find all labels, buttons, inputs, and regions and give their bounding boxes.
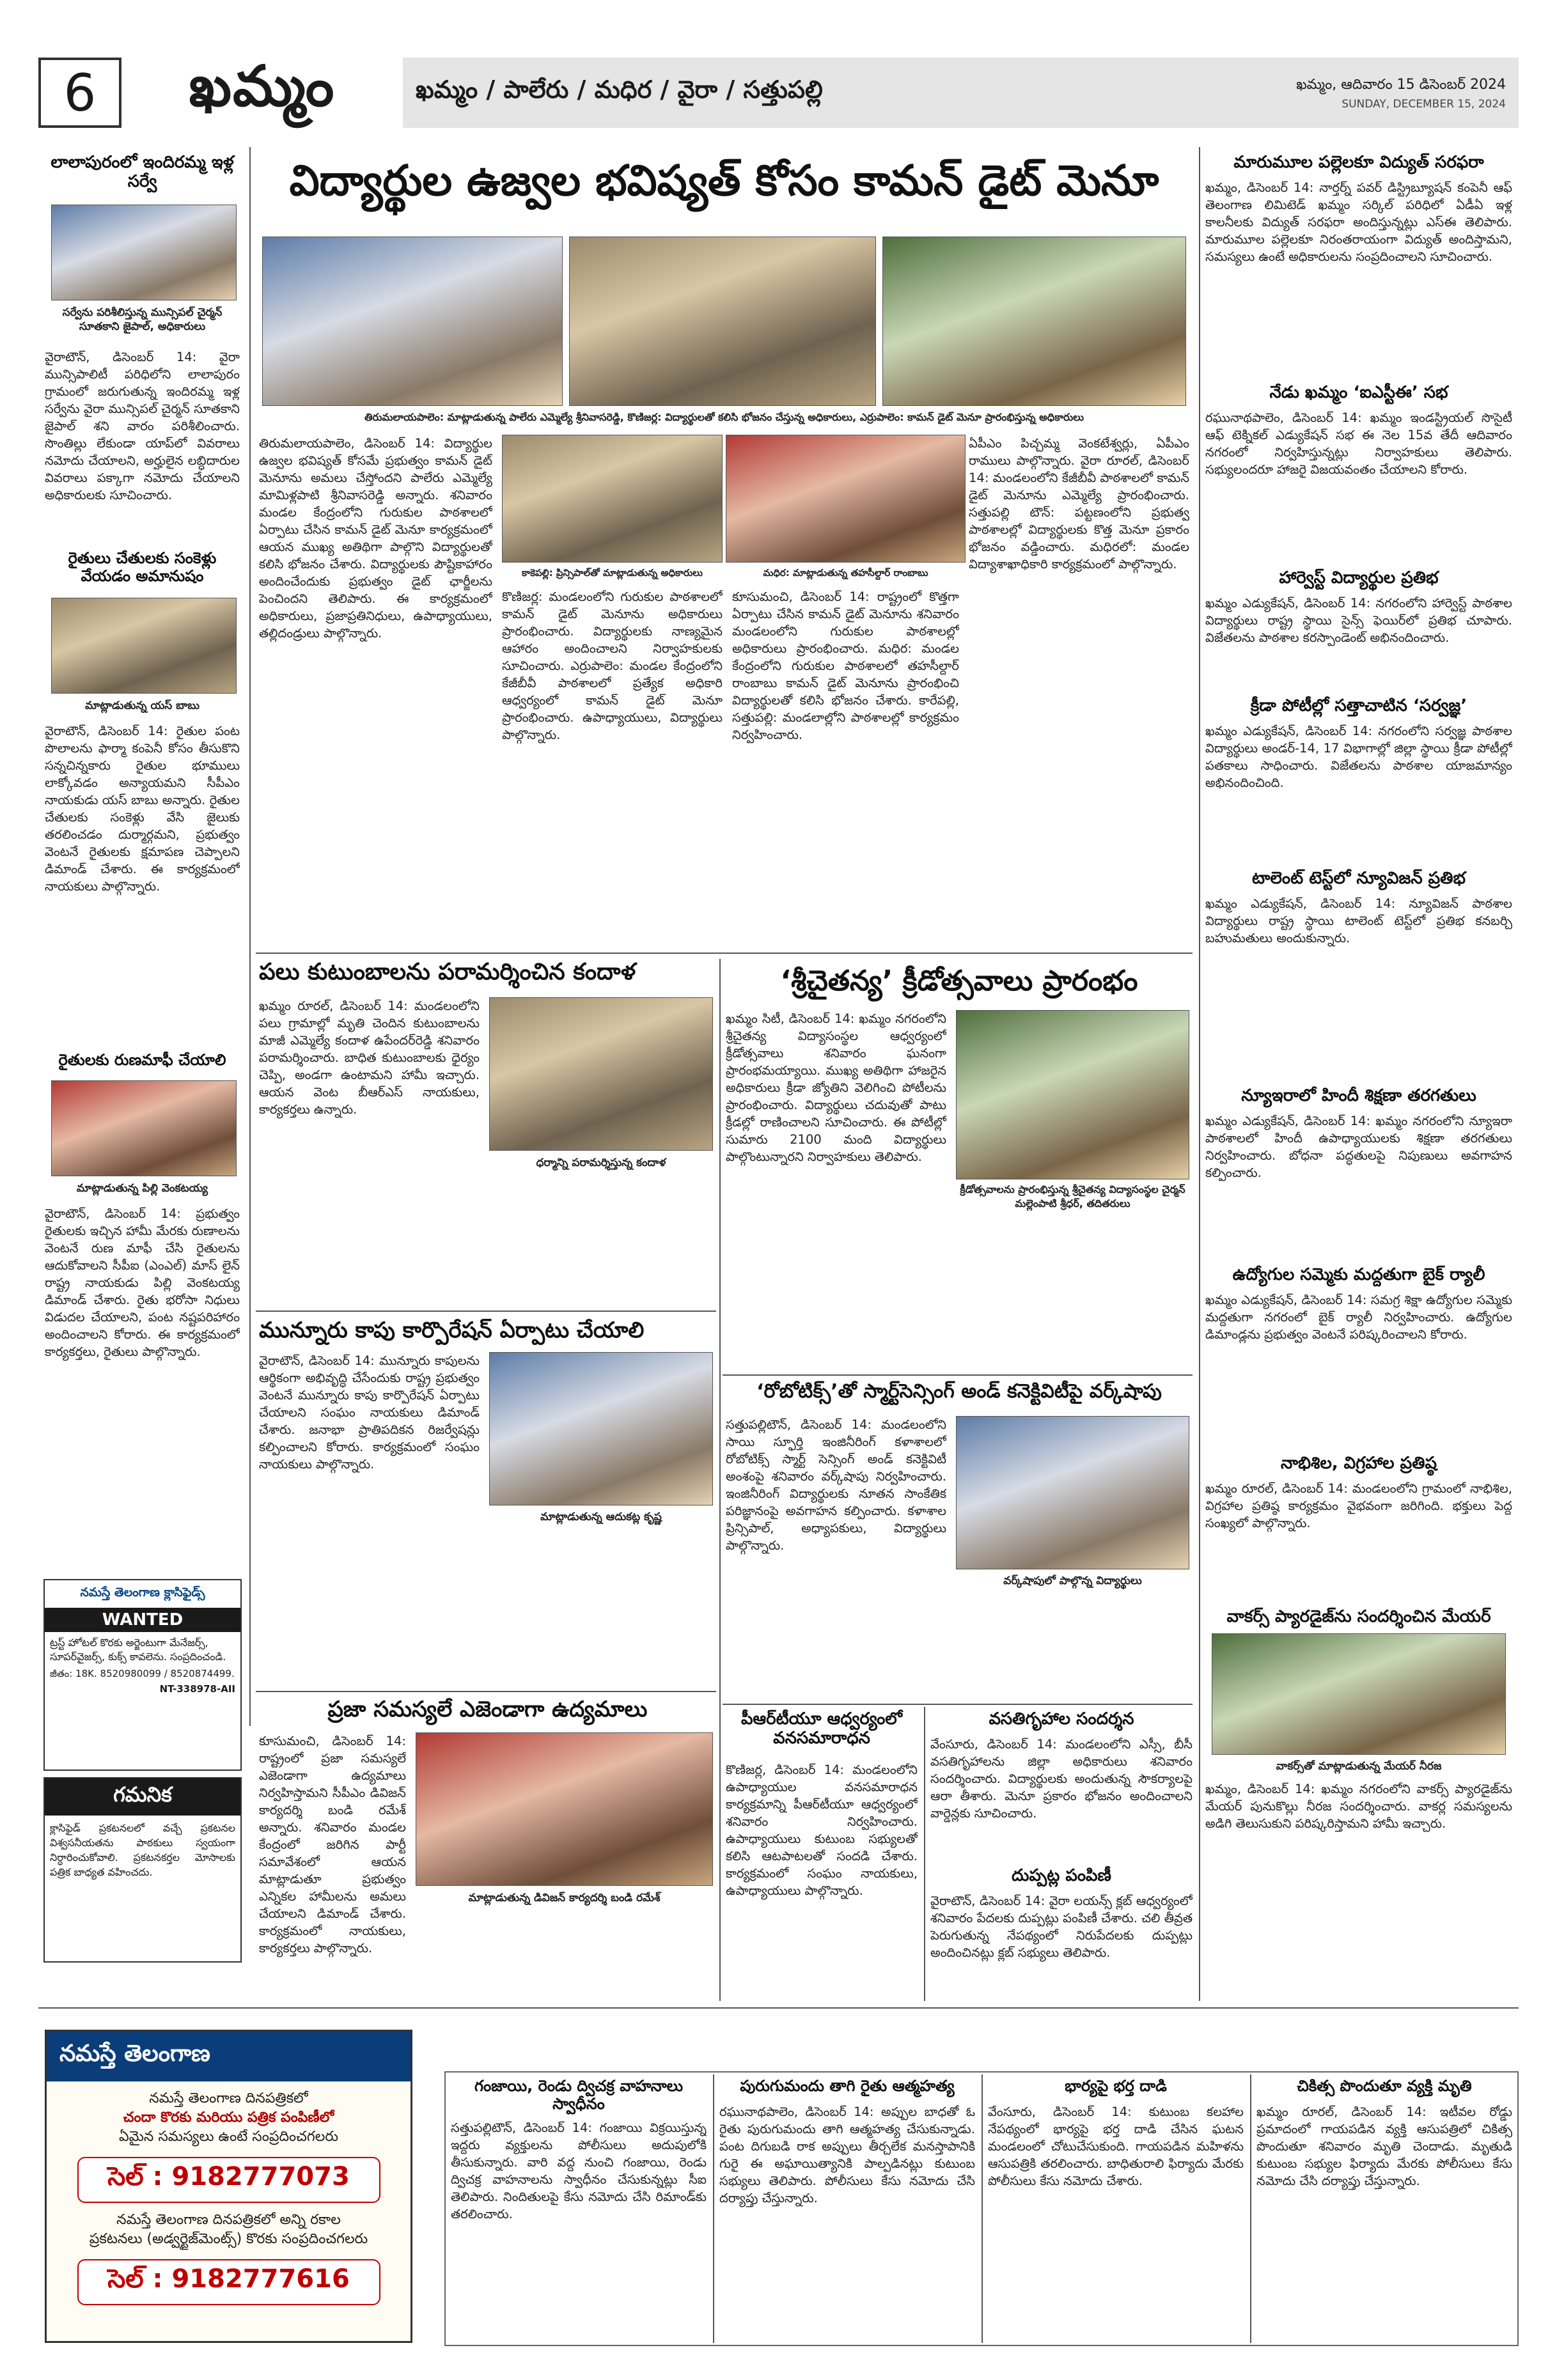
story-body: వేంసూరు, డిసెంబర్ 14: మండలంలోని ఎస్సీ, బీసీ వసతిగృహాలను జిల్లా అధికారులు శనివారం సందర్శించారు. విద్యార్థులకు అందుతున్న సౌకర్యాలపై ఆరా తీశారు. మెనూ ప్రకారం భోజనం అందించాలని వార్డెన్లకు సూచించారు.	[930, 1737, 1193, 1821]
ad-phone[interactable]: సెల్ : 9182777073	[77, 2157, 380, 2203]
story-headline: హార్వెస్ట్ విద్యార్థుల ప్రతిభ	[1279, 568, 1439, 587]
classified-contact: జీతం: 18K. 8520980099 / 8520874499.	[50, 1668, 235, 1679]
story-headline: ప్రజా సమస్యలే ఎజెండాగా ఉద్యమాలు	[327, 1697, 648, 1722]
column-divider	[249, 147, 251, 1726]
ad-line: చందా కొరకు మరియు పత్రిక పంపిణీలో	[123, 2110, 334, 2126]
news-photo	[569, 237, 876, 406]
news-photo	[51, 598, 237, 694]
ad-line: ఏమైన సమస్యలు ఉంటే సంప్రదించగలరు	[119, 2129, 338, 2145]
ad-line: నమస్తే తెలంగాణ దినపత్రికలో	[149, 2090, 308, 2106]
story-body: ఖమ్మం, డిసెంబర్ 14: ఖమ్మం నగరంలోని వాకర్స్ ప్యారడైజ్‌ను మేయర్ పునుకొల్లు నీరజ సందర్శించారు. వాకర్ల సమస్యలను అడిగి తెలుసుకుని పరిష్కరిస్తామని హామీ ఇచ్చారు.	[1205, 1782, 1512, 1831]
ad-brand: నమస్తే తెలంగాణ	[47, 2032, 411, 2081]
photo-caption: కాకెపల్లి: ప్రిన్సిపాల్‌తో మాట్లాడుతున్న అధికారులు	[522, 567, 703, 579]
news-photo	[262, 237, 563, 406]
classified-code: NT-338978-AII	[159, 1683, 235, 1695]
news-photo	[51, 205, 237, 300]
classified-brand: నమస్తే తెలంగాణ క్లాసిఫైడ్స్	[80, 1585, 205, 1599]
story-headline: మారుమూల పల్లెలకూ విద్యుత్ సరఫరా	[1233, 153, 1484, 172]
story-headline: రైతులకు రుణమాఫీ చేయాలి	[58, 1051, 226, 1069]
story-headline: పలు కుటుంబాలను పరామర్శించిన కందాళ	[259, 959, 636, 985]
story-body: వైరాటౌన్, డిసెంబర్ 14: వైరా లయన్స్ క్లబ్ ఆధ్వర్యంలో శనివారం పేదలకు దుప్పట్లు పంపిణీ చేశారు. చలి తీవ్రత పెరుగుతున్న నేపథ్యంలో నిరుపేదలకు దుప్పట్లు అందించినట్లు క్లబ్ సభ్యులు తెలిపారు.	[930, 1894, 1193, 1960]
story-headline: టాలెంట్ టెస్ట్‌లో న్యూవిజన్ ప్రతిభ	[1252, 869, 1466, 888]
column-divider	[713, 2074, 714, 2343]
story-body: రఘునాథపాలెం, డిసెంబర్ 14: అప్పుల బాధతో ఓ రైతు పురుగుమందు తాగి ఆత్మహత్య చేసుకున్నాడు. పంట దిగుబడి రాక అప్పులు తీర్చలేక మనస్తాపానికి గురై ఈ అఘాయిత్యానికి పాల్పడినట్లు కుటుంబ సభ్యులు తెలిపారు. పోలీసులు కేసు నమోదు చేసి దర్యాప్తు చేస్తున్నారు.	[719, 2104, 975, 2205]
section-divider	[256, 1691, 716, 1692]
ad-line: నమస్తే తెలంగాణ దినపత్రికలో అన్ని రకాల	[116, 2212, 341, 2228]
news-photo	[489, 1352, 713, 1505]
column-divider	[1199, 147, 1200, 2001]
dateline	[1148, 75, 1506, 114]
section-divider	[723, 1704, 1193, 1705]
story-body: ఖమ్మం ఎడ్యుకేషన్, డిసెంబర్ 14: నగరంలోని హార్వెస్ట్ పాఠశాల విద్యార్థులు రాష్ట్ర స్థాయి సైన్స్ ఫెయిర్‌లో ప్రతిభ చూపారు. విజేతలను పాఠశాల కరస్పాండెంట్ అభినందించారు.	[1205, 596, 1512, 645]
story-body: వేంసూరు, డిసెంబర్ 14: కుటుంబ కలహాల నేపథ్యంలో భార్యపై భర్త దాడి చేసిన ఘటన మండలంలో చోటుచేసుకుంది. గాయపడిన మహిళను ఆసుపత్రికి తరలించారు. బాధితురాలి ఫిర్యాదు మేరకు పోలీసులు కేసు నమోదు చేశారు.	[988, 2104, 1244, 2188]
section-divider	[38, 2007, 1519, 2009]
section-divider	[256, 953, 1193, 954]
story-body: కొణిజర్ల, డిసెంబర్ 14: మండలంలోని ఉపాధ్యాయుల వనసమారాధన కార్యక్రమాన్ని పీఆర్‌టీయూ ఆధ్వర్యంలో శనివారం నిర్వహించారు. ఉపాధ్యాయులు కుటుంబ సభ్యులతో కలిసి ఆటపాటలతో సందడి చేశారు. కార్యక్రమంలో సంఘం నాయకులు, ఉపాధ్యాయులు పాల్గొన్నారు.	[726, 1762, 918, 1898]
photo-caption: మాట్లాడుతున్న యస్ బాబు	[84, 699, 200, 712]
column-divider	[1250, 2074, 1251, 2343]
story-body: వైరాటౌన్, డిసెంబర్ 14: వైరా మున్సిపాలిటీ పరిధిలోని లాలాపురం గ్రామంలో జరుగుతున్న ఇందిరమ్మ ఇళ్ల సర్వేను వైరా మున్సిపల్ చైర్మన్ సూతకాని జైపాల్ శని వారం పరిశీలించారు. సొంతిల్లు లేకుండా యాప్‌లో వివరాలు నమోదు చేయాలని, అర్హులైన లబ్ధిదారుల వివరాలు పక్కాగా నమోదు చేయాలని అధికారులకు సూచించారు.	[45, 350, 240, 502]
news-photo	[726, 435, 966, 563]
story-headline: పురుగుమందు తాగి రైతు ఆత్మహత్య	[740, 2077, 955, 2095]
story-body: ఖమ్మం ఎడ్యుకేషన్, డిసెంబర్ 14: న్యూవిజన్ పాఠశాల విద్యార్థులు రాష్ట్ర స్థాయి టాలెంట్ టెస్ట్‌లో ప్రతిభ కనబర్చి బహుమతులు అందుకున్నారు.	[1205, 896, 1512, 945]
column-divider	[924, 1707, 925, 2001]
story-body: సత్తుపల్లిటౌన్, డిసెంబర్ 14: మండలంలోని సాయి స్ఫూర్తి ఇంజినీరింగ్ కళాశాలలో రోబోటిక్స్ స్మార్ట్ సెన్సింగ్ అండ్ కనెక్టివిటీ అంశంపై శనివారం వర్క్‌షాపు నిర్వహించారు. ఇంజినీరింగ్ విద్యార్థులకు నూతన సాంకేతిక పరిజ్ఞానంపై అవగాహన కల్పించారు. కళాశాల ప్రిన్సిపాల్, అధ్యాపకులు, విద్యార్థులు పాల్గొన్నారు.	[726, 1417, 946, 1553]
news-photo	[956, 1010, 1189, 1179]
story-body: వైరాటౌన్, డిసెంబర్ 14: రైతుల పంట పొలాలను ఫార్మా కంపెనీ కోసం తీసుకొని సన్నచిన్నకారు రైతుల భూములు లాక్కోవడం అన్యాయమని సీపీఎం నాయకుడు యస్ బాబు అన్నారు. రైతుల చేతులకు సంకెళ్లు వేసి జైలుకు తరలించడం దుర్మార్గమని, ప్రభుత్వం వెంటనే రైతులకు క్షమాపణ చెప్పాలని డిమాండ్ చేశారు. ఈ కార్యక్రమంలో నాయకులు పాల్గొన్నారు.	[45, 724, 240, 894]
story-body: రఘునాథపాలెం, డిసెంబర్ 14: ఖమ్మం ఇండస్ట్రియల్ సొసైటీ ఆఫ్ టెక్నికల్ ఎడ్యుకేషన్ సభ ఈ నెల 15వ తేదీ ఆదివారం నగరంలో నిర్వహిస్తున్నట్లు నిర్వాహకులు తెలిపారు. సభ్యులందరూ హాజరై విజయవంతం చేయాలని కోరారు.	[1205, 410, 1512, 477]
news-photo	[51, 1080, 237, 1176]
photo-caption: మధిర: మాట్లాడుతున్న తహసీల్దార్ రాంబాబు	[763, 567, 928, 579]
story-headline: ‘శ్రీచైతన్య’ క్రీడోత్సవాలు ప్రారంభం	[780, 965, 1138, 997]
classified-text: ట్రస్ట్ హోటల్ కొరకు అర్జెంటుగా మేనేజర్స్, సూపర్‌వైజర్స్, కుక్స్ కావలెను. సంప్రదించండి.	[50, 1637, 226, 1663]
story-headline: క్రీడా పోటీల్లో సత్తాచాటిన ‘సర్వజ్ఞ’	[1250, 696, 1467, 715]
photo-caption: ధర్మాన్ని పరామర్శిస్తున్న కందాళ	[536, 1156, 666, 1169]
date-telugu: ఖమ్మం, ఆదివారం 15 డిసెంబర్ 2024	[1296, 77, 1506, 93]
story-headline: వాకర్స్ ప్యారడైజ్‌ను సందర్శించిన మేయర్	[1226, 1607, 1491, 1626]
photo-caption: మాట్లాడుతున్న డివిజన్ కార్యదర్శి బండి రమేశ్	[468, 1892, 661, 1904]
section-divider	[723, 1374, 1193, 1376]
story-headline: పీఆర్‌టీయూ ఆధ్వర్యంలో వనసమారాధన	[740, 1709, 903, 1748]
story-headline: రైతులు చేతులకు సంకెళ్లు వేయడం అమానుషం	[68, 549, 217, 585]
page-number: 6	[38, 58, 121, 128]
story-headline: భార్యపై భర్త దాడి	[1065, 2077, 1167, 2095]
story-body: కొణిజర్ల: మండలంలోని గురుకుల పాఠశాలలో కామన్ డైట్ మెనూను అధికారులు ప్రారంభించారు. విద్యార్థులకు నాణ్యమైన ఆహారం అందించాలని నిర్వాహకులకు సూచించారు. ఎర్రుపాలెం: మండల కేంద్రంలోని కేజీబీవీ పాఠశాలలో ప్రత్యేక అధికారి ఆధ్వర్యంలో కామన్ డైట్ మెనూ ప్రారంభించారు. ఉపాధ్యాయులు, విద్యార్థులు పాల్గొన్నారు.	[502, 589, 723, 742]
story-body: కూసుమంచి, డిసెంబర్ 14: రాష్ట్రంలో కొత్తగా ఏర్పాటు చేసిన కామన్ డైట్ మెనూను శనివారం మండలంలోని గురుకుల పాఠశాలల్లో అధికారులు ప్రారంభించారు. మధిర: మండల కేంద్రంలోని గురుకుల పాఠశాలలో తహసీల్దార్ రాంబాబు కామన్ డైట్ మెనూను ప్రారంభించి విద్యార్థులతో కలిసి భోజనం చేశారు. కారేపల్లి, సత్తుపల్లి: మండలాల్లోని పాఠశాలల్లో కార్యక్రమం నిర్వహించారు.	[732, 589, 959, 742]
story-body: సత్తుపల్లిటౌన్, డిసెంబర్ 14: గంజాయి విక్రయిస్తున్న ఇద్దరు వ్యక్తులను పోలీసులు అదుపులోకి తీసుకున్నారు. వారి వద్ద నుంచి గంజాయి, రెండు ద్విచక్ర వాహనాలను స్వాధీనం చేసుకున్నట్లు సీఐ తెలిపారు. నిందితులపై కేసు నమోదు చేసి రిమాండ్‌కు తరలించారు.	[451, 2120, 707, 2221]
story-headline: లాలాపురంలో ఇందిరమ్మ ఇళ్ల సర్వే	[51, 153, 234, 191]
news-photo	[502, 435, 723, 563]
main-headline: విద్యార్థుల ఉజ్వల భవిష్యత్ కోసం కామన్ డైట్ మెనూ	[289, 156, 1159, 205]
notice-box	[43, 1777, 242, 1963]
story-body: వైరాటౌన్, డిసెంబర్ 14: ప్రభుత్వం రైతులకు ఇచ్చిన హామీ మేరకు రుణాలను వెంటనే రుణ మాఫీ చేసి రైతులను ఆదుకోవాలని సీపీఐ (ఎంఎల్) మాస్ లైన్ రాష్ట్ర నాయకుడు పిల్లి వెంకటయ్య డిమాండ్ చేశారు. రైతు భరోసా నిధులు విడుదల చేయాలని, పంట నష్టపరిహారం అందించాలని కోరారు. ఈ కార్యక్రమంలో కార్యకర్తలు, రైతులు పాల్గొన్నారు.	[45, 1206, 240, 1359]
news-photo	[882, 237, 1186, 406]
story-body: ఖమ్మం రూరల్, డిసెంబర్ 14: ఇటీవల రోడ్డు ప్రమాదంలో గాయపడిన వ్యక్తి ఆసుపత్రిలో చికిత్స పొందుతూ శనివారం మృతి చెందాడు. మృతుడి కుటుంబ సభ్యుల ఫిర్యాదు మేరకు పోలీసులు కేసు నమోదు చేసి దర్యాప్తు చేస్తున్నారు.	[1256, 2104, 1512, 2188]
story-body: ఖమ్మం రూరల్, డిసెంబర్ 14: మండలంలోని గ్రామంలో నాభిశిల, విగ్రహాల ప్రతిష్ఠ కార్యక్రమం వైభవంగా జరిగింది. భక్తులు పెద్ద సంఖ్యలో పాల్గొన్నారు.	[1205, 1481, 1512, 1530]
notice-heading: గమనిక	[45, 1778, 240, 1816]
column-divider	[982, 2074, 983, 2343]
story-body: ఖమ్మం సిటీ, డిసెంబర్ 14: ఖమ్మం నగరంలోని శ్రీచైతన్య విద్యాసంస్థల ఆధ్వర్యంలో క్రీడోత్సవాలు శనివారం ఘనంగా ప్రారంభమయ్యాయి. ముఖ్య అతిథిగా హాజరైన అధికారులు క్రీడా జ్యోతిని వెలిగించి పోటీలను ప్రారంభించారు. విద్యార్థులు చదువుతో పాటు క్రీడల్లో రాణించాలని సూచించారు. ఈ పోటీల్లో సుమారు 2100 మంది విద్యార్థులు పాల్గొంటున్నారని నిర్వాహకులు తెలిపారు.	[726, 1011, 946, 1164]
news-photo	[489, 997, 713, 1151]
story-body: ఖమ్మం, డిసెంబర్ 14: నార్తర్న్ పవర్ డిస్ట్రిబ్యూషన్ కంపెనీ ఆఫ్ తెలంగాణ లిమిటెడ్ ఖమ్మం సర్కిల్ పరిధిలో ఏడీఏ ఇళ్ల కాలనీలకు విద్యుత్ సరఫరా అందిస్తున్నట్లు ఎస్ఈ తెలిపారు. మారుమూల పల్లెలకూ నిరంతరాయంగా విద్యుత్ అందిస్తామని, సమస్యలు ఉంటే అధికారులను సంప్రదించాలని సూచించారు.	[1205, 180, 1512, 264]
news-photo	[956, 1416, 1189, 1569]
section-brand: ఖమ్మం	[121, 58, 403, 128]
story-headline: చికిత్స పొందుతూ వ్యక్తి మృతి	[1297, 2077, 1472, 2095]
story-headline: గంజాయి, రెండు ద్విచక్ర వాహనాలు స్వాధీనం	[474, 2077, 684, 2113]
story-headline: మున్నూరు కాపు కార్పొరేషన్ ఏర్పాటు చేయాలి	[259, 1318, 645, 1343]
column-divider	[719, 959, 721, 2001]
wanted-label: WANTED	[45, 1608, 240, 1632]
story-headline: న్యూఇరాలో హిందీ శిక్షణా తరగతులు	[1241, 1086, 1476, 1105]
classified-ad[interactable]	[43, 1579, 242, 1771]
notice-text: క్లాసిఫైడ్ ప్రకటనలలో వచ్చే ప్రకటనల విశ్వసనీయతను పాఠకులు స్వయంగా నిర్ధారించుకోవాలి. ప్రకటనకర్తల మోసాలకు పత్రిక బాధ్యత వహించదు.	[50, 1822, 235, 1878]
ad-phone[interactable]: సెల్ : 9182777616	[77, 2259, 380, 2305]
section-divider	[256, 1311, 716, 1312]
photo-caption: మాట్లాడుతున్న పిల్లి వెంకటయ్య	[76, 1182, 208, 1195]
story-headline: ‘రోబోటిక్స్’తో స్మార్ట్‌సెన్సింగ్ అండ్ కనెక్టివిటీపై వర్క్‌షాపు	[756, 1380, 1162, 1403]
story-headline: దుప్పట్ల పంపిణీ	[1011, 1866, 1111, 1885]
photo-caption: సర్వేను పరిశీలిస్తున్న మున్సిపల్ చైర్మన్ సూతకాని జైపాల్, అధికారులు	[62, 306, 223, 333]
photo-caption: తిరుమలాయపాలెం: మాట్లాడుతున్న పాలేరు ఎమ్మెల్యే శ్రీనివాసరెడ్డి, కొణిజర్ల: విద్యార్థులతో కలిసి భోజనం చేస్తున్న అధికారులు, ఎర్రుపాలెం: కామన్ డైట్ మెనూ ప్రారంభిస్తున్న అధికారులు	[364, 411, 1084, 423]
story-headline: నేడు ఖమ్మం ‘ఐఎస్టీఈ’ సభ	[1269, 383, 1448, 402]
story-headline: ఉద్యోగుల సమ్మెకు మద్దతుగా బైక్ ర్యాలీ	[1232, 1265, 1485, 1284]
story-body: ఏపీఎం పిచ్చమ్మ వెంకటేశ్వర్లు, ఏపీఎం రాములు పాల్గొన్నారు. వైరా రూరల్, డిసెంబర్ 14: మండలంలోని కేజీబీవీ పాఠశాలలో కామన్ డైట్ మెనూను ఎమ్మెల్యే ప్రారంభించారు. సత్తుపల్లి టౌన్: పట్టణంలోని ప్రభుత్వ పాఠశాలల్లో విద్యార్థులకు కొత్త మెనూ ప్రకారం భోజనం వడ్డించారు. మధిరలో: మండల విద్యాశాఖాధికారి కార్యక్రమంలో పాల్గొన్నారు.	[969, 436, 1189, 572]
photo-caption: క్రీడోత్సవాలను ప్రారంభిస్తున్న శ్రీచైతన్య విద్యాసంస్థల చైర్మన్ మల్లెంపాటి శ్రీధర్, తదితరులు	[960, 1183, 1185, 1209]
photo-caption: వాకర్స్‌తో మాట్లాడుతున్న మేయర్ నీరజ	[1276, 1760, 1442, 1773]
date-english: SUNDAY, DECEMBER 15, 2024	[1342, 98, 1506, 111]
news-photo	[1212, 1633, 1506, 1755]
story-body: ఖమ్మం రూరల్, డిసెంబర్ 14: మండలంలోని పలు గ్రామాల్లో మృతి చెందిన కుటుంబాలను మాజీ ఎమ్మెల్యే కందాళ ఉపేందర్‌రెడ్డి శనివారం పరామర్శించారు. బాధిత కుటుంబాలకు ధైర్యం చెప్పి, అండగా ఉంటామని హామీ ఇచ్చారు. ఆయన వెంట బీఆర్ఎస్ నాయకులు, కార్యకర్తలు ఉన్నారు.	[259, 999, 480, 1117]
ad-line: ప్రకటనలు (అడ్వర్టైజ్‌మెంట్స్) కొరకు సంప్రదించగలరు	[89, 2231, 368, 2247]
story-body: తిరుమలాయపాలెం, డిసెంబర్ 14: విద్యార్థుల ఉజ్వల భవిష్యత్ కోసమే ప్రభుత్వం కామన్ డైట్ మెనూను అమలు చేస్తోందని పాలేరు ఎమ్మెల్యే మామిళ్లపాటి శ్రీనివాసరెడ్డి అన్నారు. శనివారం మండల కేంద్రంలోని గురుకుల పాఠశాలలో ఏర్పాటు చేసిన కామన్ డైట్ మెనూ కార్యక్రమంలో ఆయన ముఖ్య అతిథిగా పాల్గొని విద్యార్థులతో కలిసి భోజనం చేశారు. విద్యార్థులకు పౌష్టికాహారం అందించేందుకు ప్రభుత్వం డైట్ ఛార్జీలను పెంచిందని తెలిపారు. ఈ కార్యక్రమంలో అధికారులు, ప్రజాప్రతినిధులు, ఉపాధ్యాయులు, తల్లిదండ్రులు పాల్గొన్నారు.	[259, 436, 492, 641]
edition-links[interactable]: ఖమ్మం / పాలేరు / మధిర / వైరా / సత్తుపల్లి	[416, 75, 823, 104]
news-photo	[416, 1732, 713, 1886]
story-body: వైరాటౌన్, డిసెంబర్ 14: మున్నూరు కాపులను ఆర్థికంగా అభివృద్ధి చేసేందుకు రాష్ట్ర ప్రభుత్వం వెంటనే మున్నూరు కాపు కార్పొరేషన్ ఏర్పాటు చేయాలని సంఘం నాయకులు డిమాండ్ చేశారు. జనాభా ప్రాతిపదికన రిజర్వేషన్లు కల్పించాలని కోరారు. కార్యక్రమంలో సంఘం నాయకులు పాల్గొన్నారు.	[259, 1353, 480, 1472]
photo-caption: మాట్లాడుతున్న ఆదుకట్ల కృష్ణ	[540, 1511, 662, 1523]
story-headline: వసతిగృహాల సందర్శన	[989, 1709, 1134, 1729]
story-headline: నాభిశిల, విగ్రహాల ప్రతిష్ఠ	[1280, 1454, 1437, 1473]
photo-caption: వర్క్‌షాపులో పాల్గొన్న విద్యార్థులు	[1003, 1575, 1142, 1587]
subscription-ad[interactable]	[45, 2030, 412, 2343]
story-body: ఖమ్మం ఎడ్యుకేషన్, డిసెంబర్ 14: సమగ్ర శిక్షా ఉద్యోగుల సమ్మెకు మద్దతుగా నగరంలో బైక్ ర్యాలీ నిర్వహించారు. ఉద్యోగుల డిమాండ్లను ప్రభుత్వం వెంటనే పరిష్కరించాలని కోరారు.	[1205, 1293, 1512, 1342]
story-body: ఖమ్మం ఎడ్యుకేషన్, డిసెంబర్ 14: ఖమ్మం నగరంలోని న్యూఇరా పాఠశాలలో హిందీ ఉపాధ్యాయులకు శిక్షణా తరగతులు నిర్వహించారు. బోధనా పద్ధతులపై నిపుణులు అవగాహన కల్పించారు.	[1205, 1114, 1512, 1180]
story-body: కూసుమంచి, డిసెంబర్ 14: రాష్ట్రంలో ప్రజా సమస్యలే ఎజెండాగా ఉద్యమాలు నిర్వహిస్తామని సీపీఎం డివిజన్ కార్యదర్శి బండి రమేశ్ అన్నారు. శనివారం మండల కేంద్రంలో జరిగిన పార్టీ సమావేశంలో ఆయన మాట్లాడుతూ ప్రభుత్వం ఎన్నికల హామీలను అమలు చేయాలని డిమాండ్ చేశారు. కార్యక్రమంలో నాయకులు, కార్యకర్తలు పాల్గొన్నారు.	[259, 1734, 406, 1956]
story-body: ఖమ్మం ఎడ్యుకేషన్, డిసెంబర్ 14: నగరంలోని సర్వజ్ఞ పాఠశాల విద్యార్థులు అండర్-14, 17 విభాగాల్లో జిల్లా స్థాయి క్రీడా పోటీల్లో పతకాలు సాధించారు. విజేతలను పాఠశాల యాజమాన్యం అభినందించింది.	[1205, 724, 1512, 790]
